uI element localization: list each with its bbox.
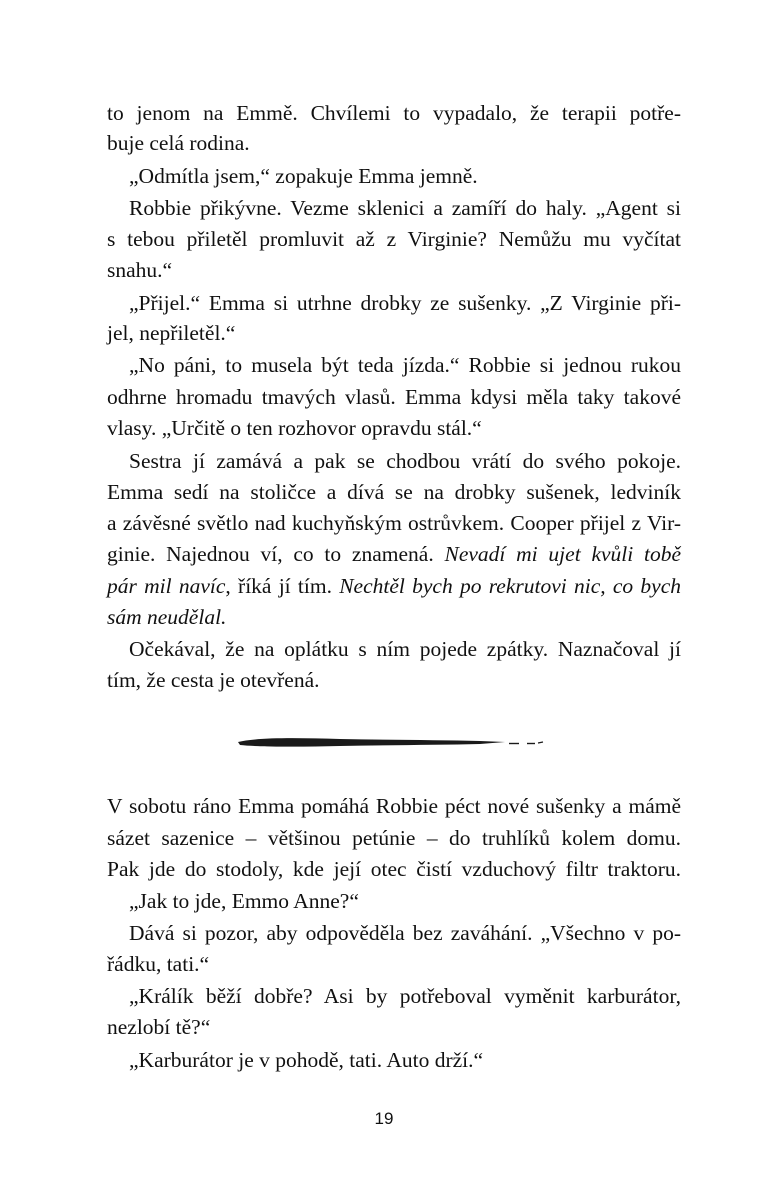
- italic-text: sám neudělal.: [107, 605, 227, 629]
- text-line: jel, nepřiletěl.“: [107, 321, 236, 345]
- page-number: 19: [374, 1109, 394, 1128]
- text-line: řádku, tati.“: [107, 952, 210, 976]
- text-line: Pak jde do stodoly, kde její otec čistí vzduchový filtr traktoru.: [107, 857, 681, 881]
- text-line: a závěsné světlo nad kuchyňským ostrůvkem. Cooper přijel z Vir-: [107, 511, 681, 535]
- text-line-with-italic: [107, 539, 681, 569]
- text-line: Robbie přikývne. Vezme sklenici a zamíří do haly. „Agent si: [129, 196, 681, 220]
- text-line: vlasy. „Určitě o ten rozhovor opravdu stál.“: [107, 416, 482, 440]
- italic-text: Nevadí mi ujet kvůli tobě: [444, 542, 682, 566]
- italic-text: pár mil navíc: [107, 574, 226, 598]
- text-line: V sobotu ráno Emma pomáhá Robbie péct nové sušenky a mámě: [107, 794, 681, 818]
- text-line-italic: [107, 602, 681, 632]
- text-line: odhrne hromadu tmavých vlasů. Emma kdysi měla taky takové: [107, 385, 681, 409]
- italic-text: Nechtěl bych po rekrutovi nic, co bych: [339, 574, 682, 598]
- text-line: „Přijel.“ Emma si utrhne drobky ze sušenky. „Z Virginie při-: [129, 291, 681, 315]
- text-line: sázet sazenice – většinou petúnie – do truhlíků kolem domu.: [107, 826, 681, 850]
- text-line: tím, že cesta je otevřená.: [107, 668, 320, 692]
- text-line: „Jak to jde, Emmo Anne?“: [129, 889, 359, 913]
- text-line: Očekával, že na oplátku s ním pojede zpátky. Naznačoval jí: [129, 637, 681, 661]
- text-line: to jenom na Emmě. Chvílemi to vypadalo, že terapii potře-: [107, 101, 681, 125]
- text-line: buje celá rodina.: [107, 131, 250, 155]
- text-line: „Králík běží dobře? Asi by potřeboval vyměnit karburátor,: [129, 984, 681, 1008]
- text-line: „Karburátor je v pohodě, tati. Auto drží.“: [129, 1048, 484, 1072]
- text-line: snahu.“: [107, 258, 173, 282]
- text-line: Emma sedí na stoličce a dívá se na drobky sušenek, ledviník: [107, 480, 681, 504]
- text-line: nezlobí tě?“: [107, 1015, 211, 1039]
- text-line: „No páni, to musela být teda jízda.“ Robbie si jednou rukou: [129, 353, 681, 377]
- text-line-with-italic: [107, 571, 681, 601]
- text-line: Sestra jí zamává a pak se chodbou vrátí do svého pokoje.: [129, 449, 681, 473]
- text-line: s tebou přiletěl promluvit až z Virginie? Nemůžu mu vyčítat: [107, 227, 681, 251]
- text-line: Dává si pozor, aby odpověděla bez zaváhání. „Všechno v po-: [129, 921, 681, 945]
- text-span: , říká jí tím.: [225, 574, 332, 598]
- text-line: „Odmítla jsem,“ zopakuje Emma jemně.: [129, 164, 478, 188]
- text-span: ginie. Najednou ví, co to znamená.: [107, 542, 434, 566]
